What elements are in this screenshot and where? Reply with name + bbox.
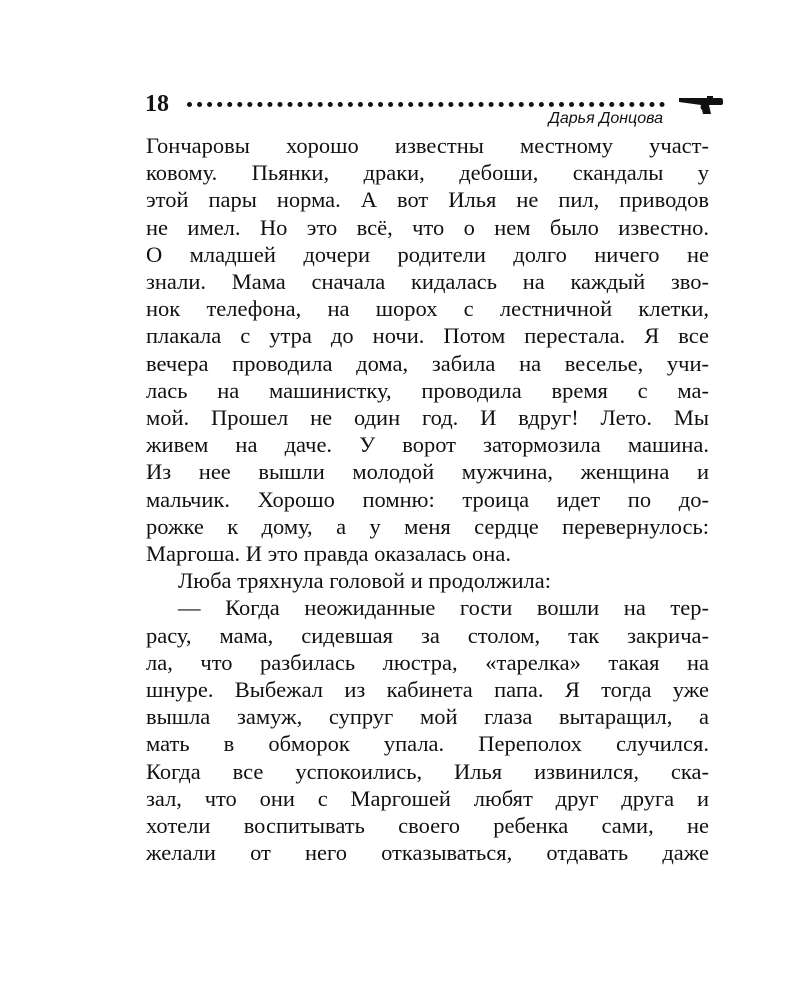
text-line: ла, что разбилась люстра, «тарелка» такая на xyxy=(146,649,709,675)
text-line: — Когда неожиданные гости вошли на тер- xyxy=(178,595,709,621)
text-line: ковому. Пьянки, драки, дебоши, скандалы у xyxy=(146,160,709,186)
text-line: мать в обморок упала. Переполох случился. xyxy=(146,731,709,757)
pistol-icon xyxy=(677,92,725,116)
text-line: вечера проводила дома, забила на веселье, учи- xyxy=(146,350,709,376)
text-line: Люба тряхнула головой и продолжила: xyxy=(178,568,551,594)
text-line: желали от него отказываться, отдавать даже xyxy=(146,840,709,866)
text-line: расу, мама, сидевшая за столом, так закрича- xyxy=(146,622,709,648)
text-line: вышла замуж, супруг мой глаза вытаращил, а xyxy=(146,704,709,730)
text-line: Маргоша. И это правда оказалась она. xyxy=(146,541,511,567)
text-line: этой пары норма. А вот Илья не пил, приводов xyxy=(146,187,709,213)
text-line: Когда все успокоились, Илья извинился, ска- xyxy=(146,758,709,784)
text-line: Гончаровы хорошо известны местному участ- xyxy=(146,133,709,158)
text-line: мальчик. Хорошо помню: троица идет по до- xyxy=(146,486,709,512)
text-line: знали. Мама сначала кидалась на каждый зво- xyxy=(146,269,709,295)
page-number: 18 xyxy=(145,91,169,117)
text-line: нок телефона, на шорох с лестничной клетки, xyxy=(146,296,709,322)
text-line: плакала с утра до ночи. Потом перестала. Я все xyxy=(146,323,709,349)
author-name: Дарья Донцова xyxy=(548,110,663,127)
text-line: рожке к дому, а у меня сердце перевернулось: xyxy=(146,513,709,539)
text-line: зал, что они с Маргошей любят друг друга и xyxy=(146,785,709,811)
text-line: мой. Прошел не один год. И вдруг! Лето. Мы xyxy=(146,405,709,431)
text-line: лась на машинистку, проводила время с ма- xyxy=(146,377,709,403)
text-line: шнуре. Выбежал из кабинета папа. Я тогда уже xyxy=(146,677,709,703)
text-line: не имел. Но это всё, что о нем было известно. xyxy=(146,214,709,240)
dotted-leader xyxy=(187,102,665,107)
text-line: хотели воспитывать своего ребенка сами, не xyxy=(146,813,709,839)
body-text xyxy=(146,132,709,866)
text-line: живем на даче. У ворот затормозила машина. xyxy=(146,432,709,458)
running-header xyxy=(145,90,725,130)
text-line: Из нее вышли молодой мужчина, женщина и xyxy=(146,459,709,485)
text-line: О младшей дочери родители долго ничего не xyxy=(146,241,709,267)
